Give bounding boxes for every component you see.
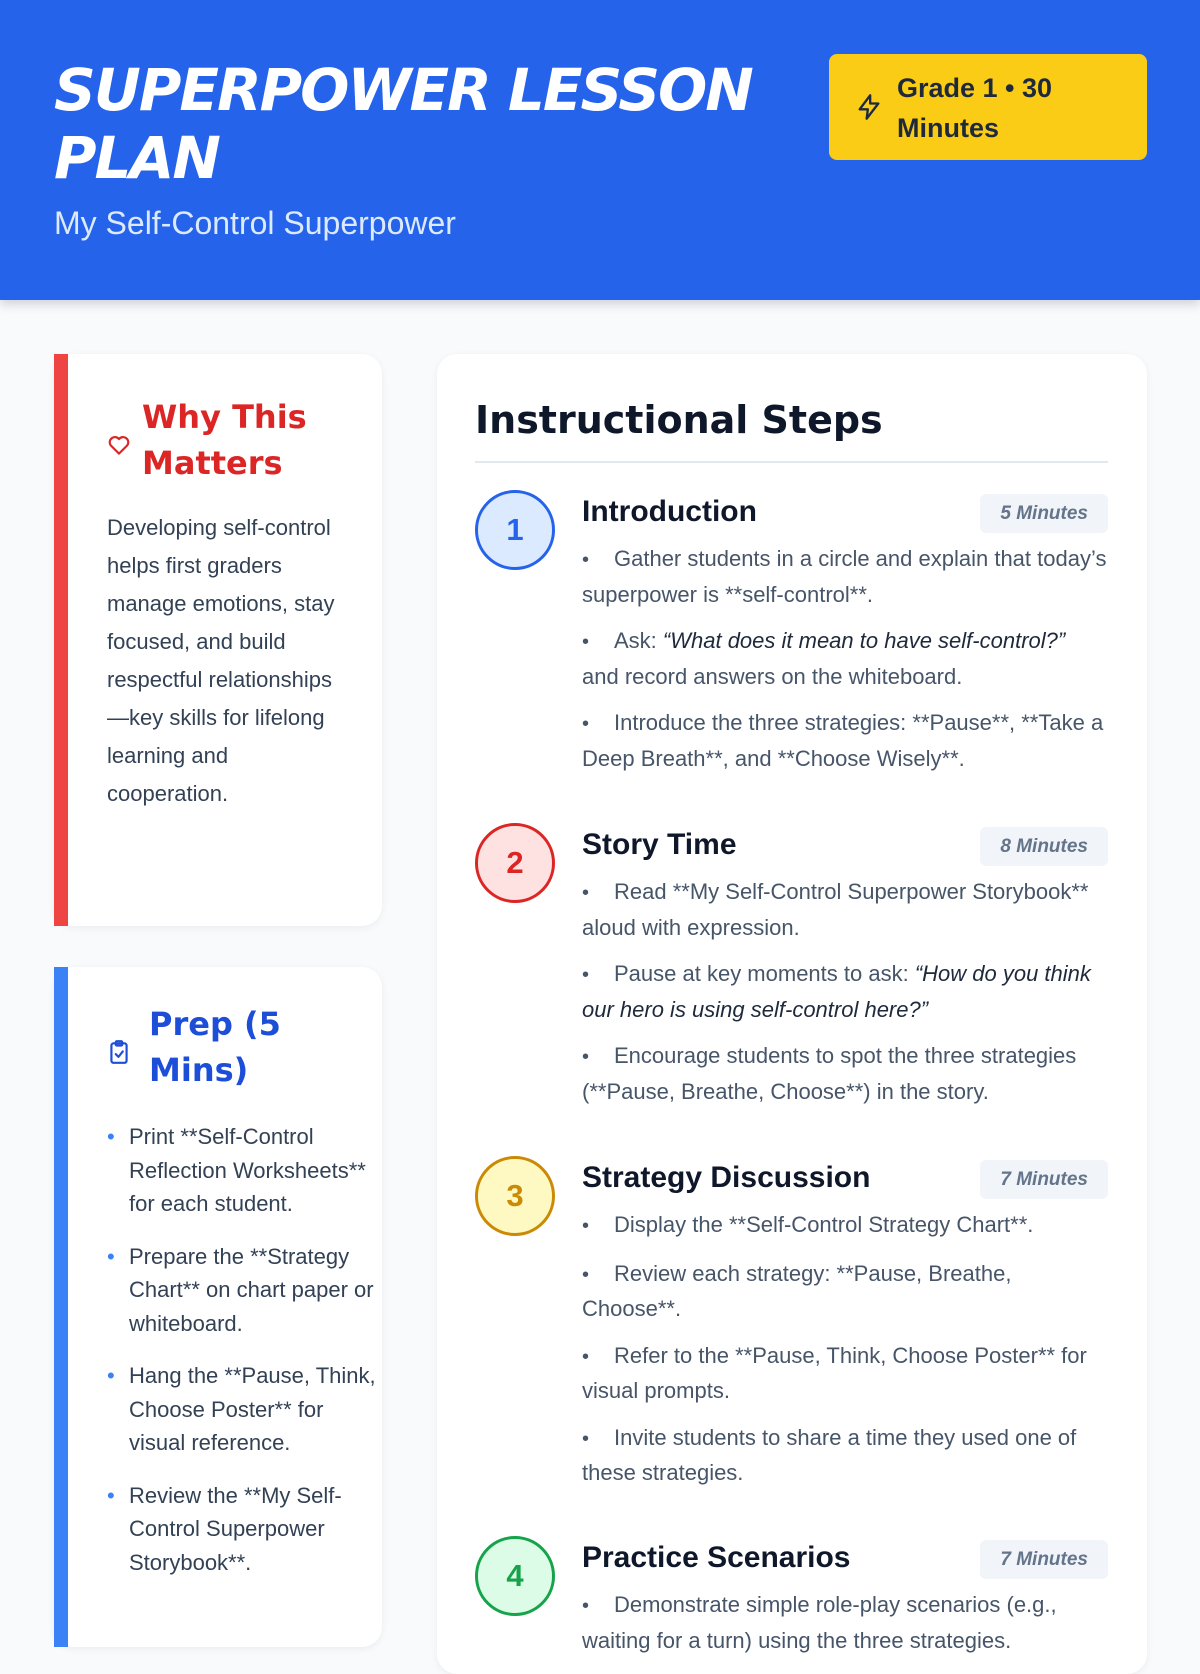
step-item: • Demonstrate simple role-play scenarios (e.g., waiting for a turn) using the three strategies. (582, 1592, 1057, 1653)
step-item: • Review each strategy: **Pause, Breathe, Choose**. (582, 1260, 1012, 1321)
heart-icon (106, 432, 132, 458)
step-number-badge: 1 (475, 490, 555, 570)
why-heading: Why This Matters (142, 398, 307, 482)
step-number-badge: 3 (475, 1156, 555, 1236)
card-accent-bar (54, 967, 68, 1647)
prep-item: • Hang the **Pause, Think, Choose Poster** for visual reference. (107, 1359, 377, 1460)
step-item: • Introduce the three strategies: **Pause**, **Take a Deep Breath**, and **Choose Wisely**. (582, 710, 1104, 771)
why-this-matters-card (54, 354, 382, 926)
step-list (582, 542, 1108, 788)
step-list (582, 875, 1108, 1121)
grade-duration-badge (829, 54, 1147, 160)
step-title: Introduction (582, 495, 757, 528)
step-duration-badge: 7 Minutes (980, 1540, 1108, 1579)
why-description: Developing self-control helps first graders manage emotions, stay focused, and build respectful relationships—key skills for lifelong learning and cooperation. (107, 515, 335, 806)
badge-label: Grade 1 • 30 Minutes (897, 73, 1053, 143)
lightning-bolt-icon (855, 92, 883, 122)
step-list (582, 1208, 1108, 1503)
step-list (582, 1588, 1108, 1670)
prep-heading: Prep (5 Mins) (149, 1005, 281, 1089)
step-item: • Read **My Self-Control Superpower Storybook** aloud with expression. (582, 879, 1089, 940)
prep-item: • Print **Self-Control Reflection Worksheets** for each student. (107, 1120, 377, 1221)
step-title: Practice Scenarios (582, 1541, 851, 1574)
step-item: • Pause at key moments to ask: “How do you think our hero is using self-control here?” (582, 961, 1091, 1022)
page-title: SUPERPOWER LESSON PLAN (54, 56, 752, 192)
step-item: • Ask: “What does it mean to have self-control?” and record answers on the whiteboard. (582, 628, 1066, 689)
step-item: • Display the **Self-Control Strategy Chart**. (582, 1212, 1034, 1237)
instructional-steps-heading: Instructional Steps (475, 398, 883, 442)
step-title: Story Time (582, 828, 737, 861)
page-subtitle: My Self-Control Superpower (54, 205, 456, 241)
step-item: • Refer to the **Pause, Think, Choose Poster** for visual prompts. (582, 1342, 1087, 1403)
step-duration-badge: 8 Minutes (980, 827, 1108, 866)
prep-list (107, 1120, 377, 1598)
step-item: • Encourage students to spot the three strategies (**Pause, Breathe, Choose**) in the story. (582, 1043, 1077, 1104)
clipboard-check-icon (106, 1039, 132, 1065)
prep-item: • Review the **My Self-Control Superpower Storybook**. (107, 1479, 377, 1580)
step-number-badge: 2 (475, 823, 555, 903)
prep-item: • Prepare the **Strategy Chart** on chart paper or whiteboard. (107, 1240, 377, 1341)
step-item: • Invite students to share a time they used one of these strategies. (582, 1424, 1077, 1485)
instructional-steps-card (437, 354, 1147, 1674)
page-header (0, 0, 1200, 300)
step-number-badge: 4 (475, 1536, 555, 1616)
prep-card (54, 967, 382, 1647)
step-title: Strategy Discussion (582, 1161, 871, 1194)
heading-divider (475, 461, 1108, 463)
step-duration-badge: 5 Minutes (980, 494, 1108, 533)
step-duration-badge: 7 Minutes (980, 1160, 1108, 1199)
step-item: • Gather students in a circle and explain that today’s superpower is **self-control**. (582, 546, 1107, 607)
card-accent-bar (54, 354, 68, 926)
